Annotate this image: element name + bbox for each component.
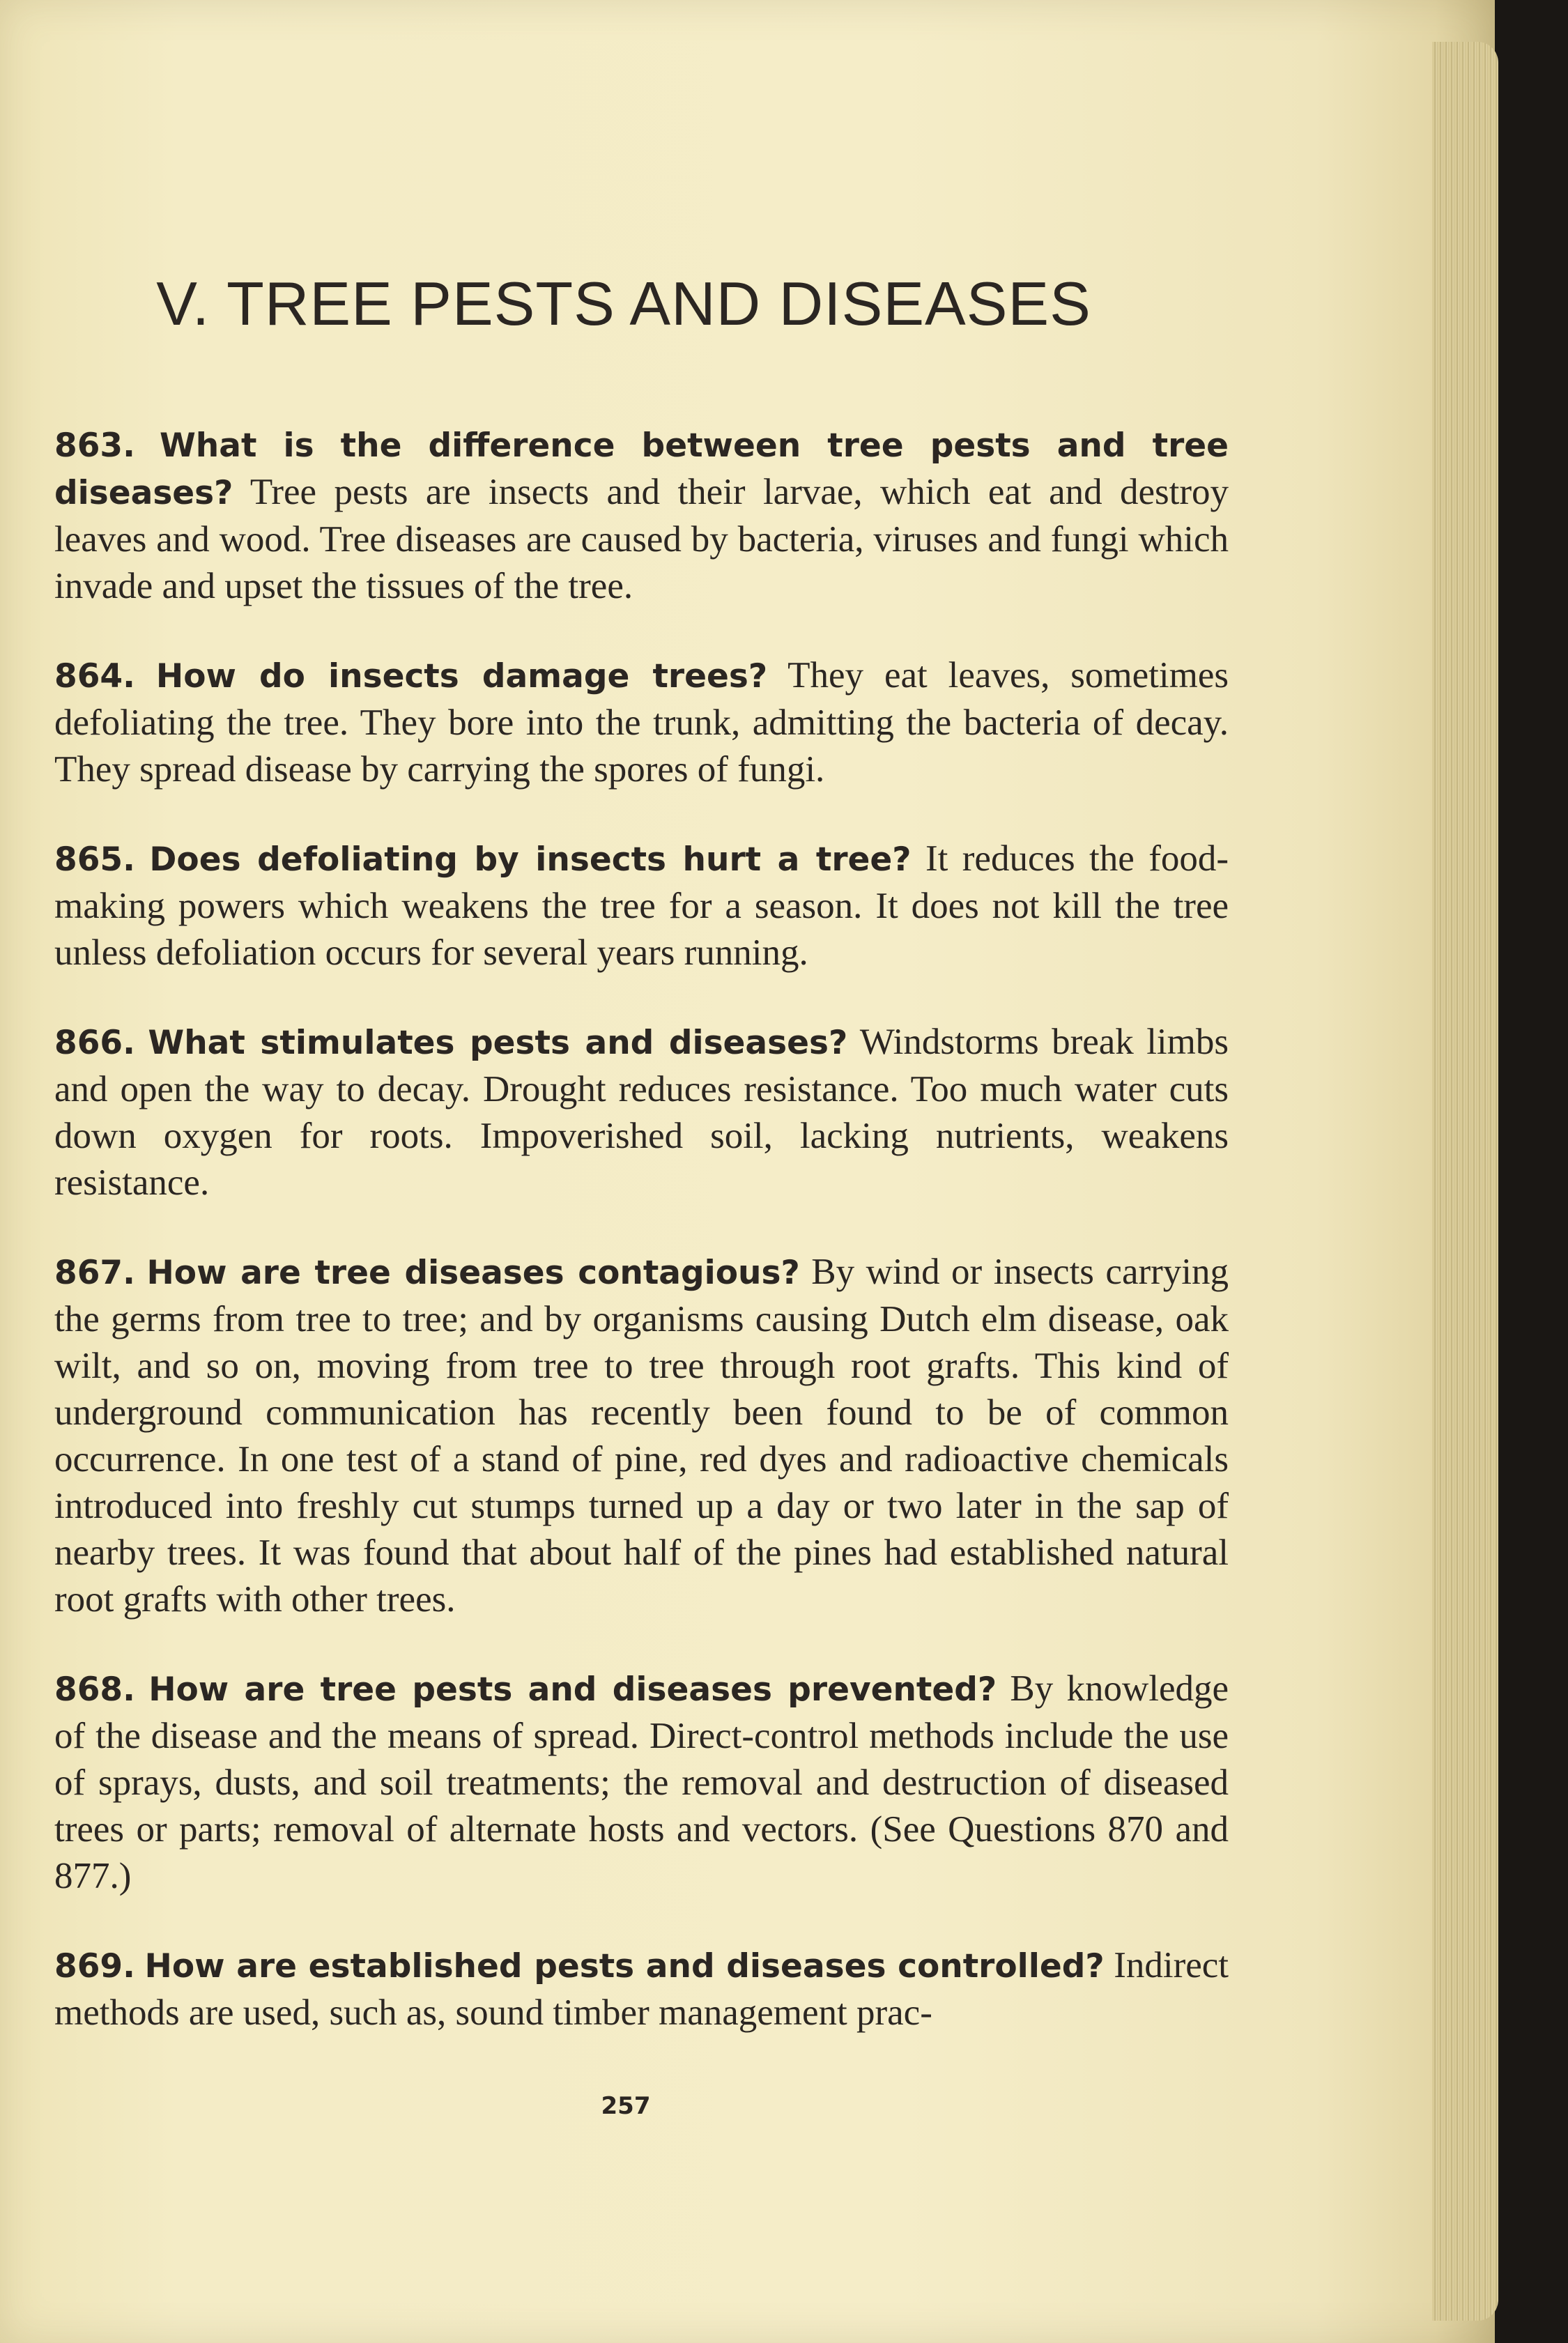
page-edges — [1432, 42, 1498, 2321]
body-text — [54, 422, 1229, 2079]
question-text: What stimulates pests and diseases? — [148, 1024, 848, 1062]
entry-869 — [54, 1942, 1229, 2036]
answer-text: Windstorms break limbs and open the way to decay. Drought reduces resistance. Too much water cuts down oxygen for roots. Impoverished soil, lacking nutrients, weakens resistance. — [54, 1022, 1229, 1203]
question-number: 863. — [54, 427, 135, 465]
chapter-title: V. TREE PESTS AND DISEASES — [156, 269, 1091, 338]
entry-867 — [54, 1249, 1229, 1623]
question-text: How are tree pests and diseases prevented? — [148, 1670, 997, 1709]
question-number: 869. — [54, 1947, 135, 1985]
entry-863 — [54, 422, 1229, 610]
answer-text: Tree pests are insects and their larvae, which eat and destroy leaves and wood. Tree diseases are caused by bacteria, viruses and fungi which invade and upset the tissues of the tree. — [54, 472, 1229, 606]
answer-text: Indirect methods are used, such as, sound timber management prac- — [54, 1945, 1229, 2033]
question-number: 867. — [54, 1254, 135, 1292]
answer-text: They eat leaves, sometimes defoliating the tree. They bore into the trunk, admitting the bacteria of decay. They spread disease by carrying the spores of fungi. — [54, 655, 1229, 790]
question-number: 866. — [54, 1024, 135, 1062]
page-number: 257 — [601, 2092, 651, 2120]
question-number: 864. — [54, 657, 135, 696]
question-number: 868. — [54, 1670, 135, 1709]
question-number: 865. — [54, 840, 135, 879]
entry-864 — [54, 652, 1229, 793]
question-text: What is the difference between tree pests and tree diseases? — [54, 427, 1229, 512]
entry-866 — [54, 1019, 1229, 1206]
question-text: Does defoliating by insects hurt a tree? — [149, 840, 912, 879]
question-text: How are established pests and diseases controlled? — [144, 1947, 1105, 1985]
question-text: How are tree diseases contagious? — [146, 1254, 800, 1292]
answer-text: By wind or insects carrying the germs from tree to tree; and by organisms causing Dutch elm disease, oak wilt, and so on, moving from tree to tree through root grafts. This kind of underground communication has recently been found to be of common occurrence. In one test of a stand of pine, red dyes and radioactive chemicals introduced into freshly cut stumps turned up a day or two later in the sap of nearby trees. It was found that about half of the pines had established natural root grafts with other trees. — [54, 1252, 1229, 1620]
answer-text: By knowledge of the disease and the means of spread. Direct-control methods include the use of sprays, dusts, and soil treatments; the removal and destruction of diseased trees or parts; removal of alternate hosts and vectors. (See Questions 870 and 877.) — [54, 1668, 1229, 1896]
answer-text: It reduces the food-making powers which weakens the tree for a season. It does not kill the tree unless defoliation occurs for several years running. — [54, 838, 1229, 973]
question-text: How do insects damage trees? — [155, 657, 768, 696]
entry-865 — [54, 836, 1229, 976]
entry-868 — [54, 1666, 1229, 1900]
